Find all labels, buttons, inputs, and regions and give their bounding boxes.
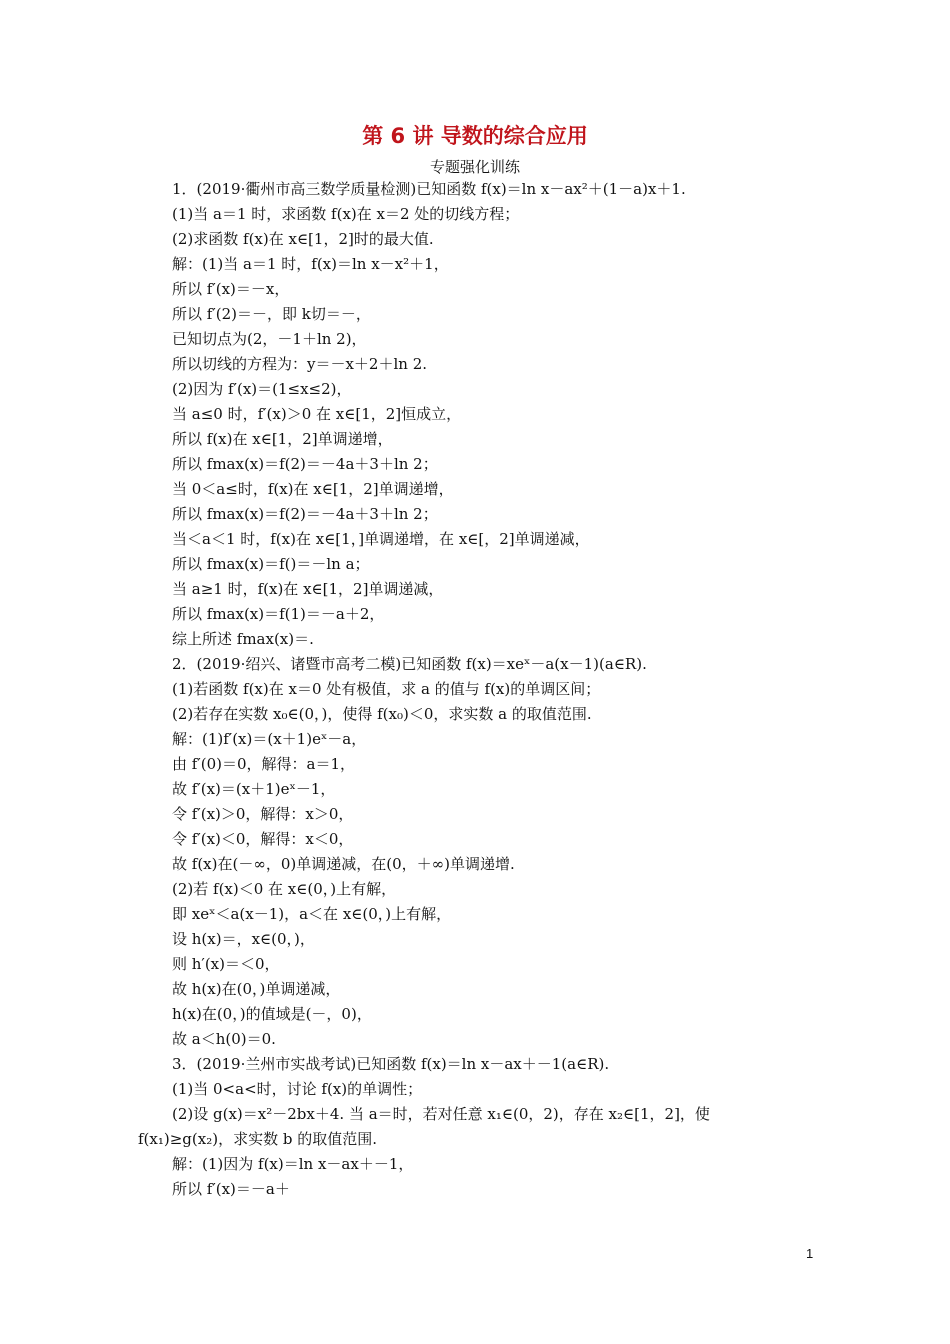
text-line: 当 a≥1 时，f(x)在 x∈[1，2]单调递减， [172,580,444,598]
text-line: 所以 f′(x)＝－x， [172,280,290,298]
page-title: 第 6 讲 导数的综合应用 [362,124,588,148]
text-line: (2)若存在实数 x₀∈(0，)，使得 f(x₀)＜0，求实数 a 的取值范围. [172,705,592,723]
text-line: (1)当 a＝1 时，求函数 f(x)在 x＝2 处的切线方程； [172,205,520,223]
text-line: (2)设 g(x)＝x²－2bx＋4. 当 a＝时，若对任意 x₁∈(0，2)，存在 x₂∈[1，2]，使 [172,1105,710,1123]
text-line: (1)若函数 f(x)在 x＝0 处有极值，求 a 的值与 f(x)的单调区间； [172,680,601,698]
text-line: 当＜a＜1 时，f(x)在 x∈[1，]单调递增，在 x∈[，2]单调递减， [172,530,590,548]
text-line: 所以 fmax(x)＝f(1)＝－a＋2， [172,605,385,623]
text-line: 1．(2019·衢州市高三数学质量检测)已知函数 f(x)＝ln x－ax²＋(1－a)x＋1. [172,180,686,198]
page-subtitle: 专题强化训练 [429,158,520,176]
text-line: 所以 fmax(x)＝f(2)＝－4a＋3＋ln 2； [172,505,438,523]
text-line: 当 a≤0 时，f′(x)＞0 在 x∈[1，2]恒成立， [172,405,462,423]
text-line: 解：(1)f′(x)＝(x＋1)eˣ－a， [172,730,367,748]
text-line: h(x)在(0，)的值域是(－，0)， [172,1005,372,1023]
text-line: 故 h(x)在(0，)单调递减， [172,980,341,998]
text-line: 所以切线的方程为：y＝－x＋2＋ln 2. [172,355,428,373]
text-line: 解：(1)当 a＝1 时，f(x)＝ln x－x²＋1， [172,255,449,273]
text-line: 令 f′(x)＜0，解得：x＜0， [172,830,354,848]
text-line: 解：(1)因为 f(x)＝ln x－ax＋－1， [172,1155,414,1173]
text-line: 当 0＜a≤时，f(x)在 x∈[1，2]单调递增， [172,480,454,498]
text-line: f(x₁)≥g(x₂)，求实数 b 的取值范围. [138,1130,377,1148]
text-line: 综上所述 fmax(x)＝. [172,630,314,648]
text-line: 故 f(x)在(－∞，0)单调递减，在(0，＋∞)单调递增. [172,855,515,873]
text-line: 已知切点为(2，－1＋ln 2)， [172,330,367,348]
page-number: 1 [806,1246,814,1261]
text-line: (2)若 f(x)＜0 在 x∈(0，)上有解， [172,880,397,898]
text-line: 2．(2019·绍兴、诸暨市高考二模)已知函数 f(x)＝xeˣ－a(x－1)(a∈R). [172,655,647,673]
text-line: 所以 fmax(x)＝f(2)＝－4a＋3＋ln 2； [172,455,438,473]
text-line: (2)求函数 f(x)在 x∈[1，2]时的最大值. [172,230,434,248]
text-line: 设 h(x)＝，x∈(0，)， [172,930,315,948]
text-line: 所以 f′(x)＝－a＋ [172,1180,290,1198]
text-line: 则 h′(x)＝＜0， [172,955,280,973]
text-line: 所以 f′(2)＝－，即 k切＝－， [172,305,371,323]
text-line: (1)当 0<a<时，讨论 f(x)的单调性； [172,1080,423,1098]
text-line: 所以 f(x)在 x∈[1，2]单调递增， [172,430,393,448]
text-line: 故 a＜h(0)＝0. [172,1030,276,1048]
text-line: 所以 fmax(x)＝f()＝－ln a； [172,555,370,573]
text-line: (2)因为 f′(x)＝(1≤x≤2)， [172,380,352,398]
text-line: 3．(2019·兰州市实战考试)已知函数 f(x)＝ln x－ax＋－1(a∈R). [172,1055,610,1073]
text-line: 故 f′(x)＝(x＋1)eˣ－1， [172,780,336,798]
text-line: 令 f′(x)＞0，解得：x＞0， [172,805,354,823]
text-line: 由 f′(0)＝0，解得：a＝1， [172,755,356,773]
text-line: 即 xeˣ＜a(x－1)，a＜在 x∈(0，)上有解， [172,905,452,923]
